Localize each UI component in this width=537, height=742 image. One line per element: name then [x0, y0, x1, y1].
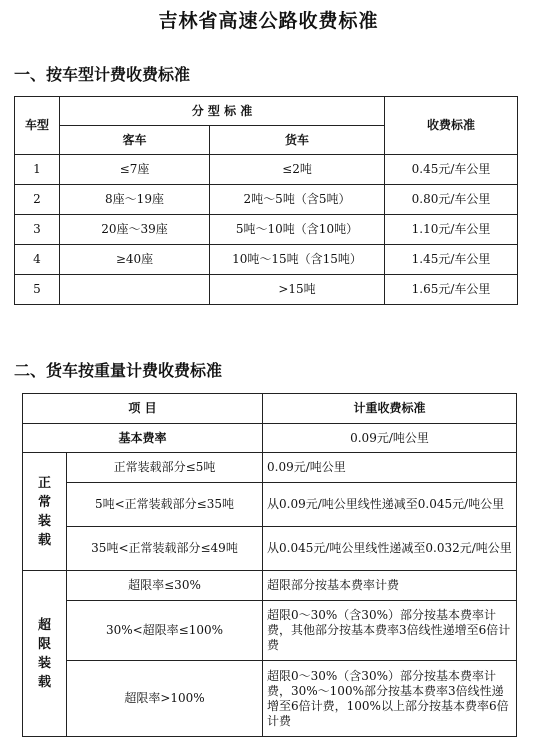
normal-load-rate-cell: 从0.09元/吨公里线性递减至0.045元/吨公里: [263, 483, 517, 527]
truck-cell: ≤2吨: [210, 155, 385, 185]
overload-range-cell: 超限率≤30%: [67, 571, 263, 601]
passenger-cell: 8座～19座: [60, 185, 210, 215]
header-truck: 货车: [210, 126, 385, 155]
overload-range-cell: 超限率>100%: [67, 661, 263, 737]
table-row: [23, 571, 517, 601]
fee-cell: 1.10元/车公里: [385, 215, 518, 245]
overload-rate-cell: 超限部分按基本费率计费: [263, 571, 517, 601]
table-row: [23, 453, 517, 483]
passenger-cell: ≥40座: [60, 245, 210, 275]
base-rate-label: 基本费率: [23, 424, 263, 453]
table-row: [15, 185, 518, 215]
table-row: [23, 424, 517, 453]
header-class-standard: 分 型 标 准: [60, 97, 385, 126]
header-item: 项 目: [23, 394, 263, 424]
fee-cell: 0.80元/车公里: [385, 185, 518, 215]
vehicle-type-cell: 4: [15, 245, 60, 275]
vehicle-type-cell: 1: [15, 155, 60, 185]
normal-load-range-cell: 35吨<正常装载部分≤49吨: [67, 527, 263, 571]
truck-cell: 5吨～10吨（含10吨）: [210, 215, 385, 245]
header-vehicle-type: 车型: [15, 97, 60, 155]
header-passenger-car: 客车: [60, 126, 210, 155]
passenger-cell: ≤7座: [60, 155, 210, 185]
normal-load-range-cell: 正常装载部分≤5吨: [67, 453, 263, 483]
table-row: [15, 215, 518, 245]
table-row: [23, 661, 517, 737]
table-row: [15, 245, 518, 275]
normal-load-group-label: 正 常 装 载: [23, 453, 67, 571]
passenger-cell: [60, 275, 210, 305]
truck-cell: 2吨～5吨（含5吨）: [210, 185, 385, 215]
section-2-heading: 二、货车按重量计费收费标准: [14, 361, 223, 380]
vehicle-type-cell: 3: [15, 215, 60, 245]
normal-load-rate-cell: 从0.045元/吨公里线性递减至0.032元/吨公里: [263, 527, 517, 571]
table-row: [15, 275, 518, 305]
fee-cell: 1.45元/车公里: [385, 245, 518, 275]
overload-range-cell: 30%<超限率≤100%: [67, 601, 263, 661]
header-fee-standard: 收费标准: [385, 97, 518, 155]
overload-group-label: 超 限 装 载: [23, 571, 67, 737]
base-rate-value: 0.09元/吨公里: [263, 424, 517, 453]
normal-load-range-cell: 5吨<正常装载部分≤35吨: [67, 483, 263, 527]
section-1-heading: 一、按车型计费收费标准: [14, 65, 191, 84]
vehicle-type-cell: 5: [15, 275, 60, 305]
overload-rate-cell: 超限0～30%（含30%）部分按基本费率计费，30%～100%部分按基本费率3倍线性递增至6倍计费，100%以上部分按基本费率6倍计费: [263, 661, 517, 737]
truck-cell: 10吨～15吨（含15吨）: [210, 245, 385, 275]
normal-load-rate-cell: 0.09元/吨公里: [263, 453, 517, 483]
table-row: [23, 527, 517, 571]
header-weight-fee-standard: 计重收费标准: [263, 394, 517, 424]
vehicle-type-cell: 2: [15, 185, 60, 215]
table-row: [15, 155, 518, 185]
table-row: [23, 601, 517, 661]
fee-cell: 1.65元/车公里: [385, 275, 518, 305]
weight-fee-table: [22, 393, 517, 737]
fee-cell: 0.45元/车公里: [385, 155, 518, 185]
vehicle-type-fee-table: [14, 96, 518, 305]
table-row: [23, 483, 517, 527]
truck-cell: >15吨: [210, 275, 385, 305]
passenger-cell: 20座～39座: [60, 215, 210, 245]
page-title: 吉林省高速公路收费标准: [158, 10, 379, 32]
overload-rate-cell: 超限0～30%（含30%）部分按基本费率计费，其他部分按基本费率3倍线性递增至6倍计费: [263, 601, 517, 661]
